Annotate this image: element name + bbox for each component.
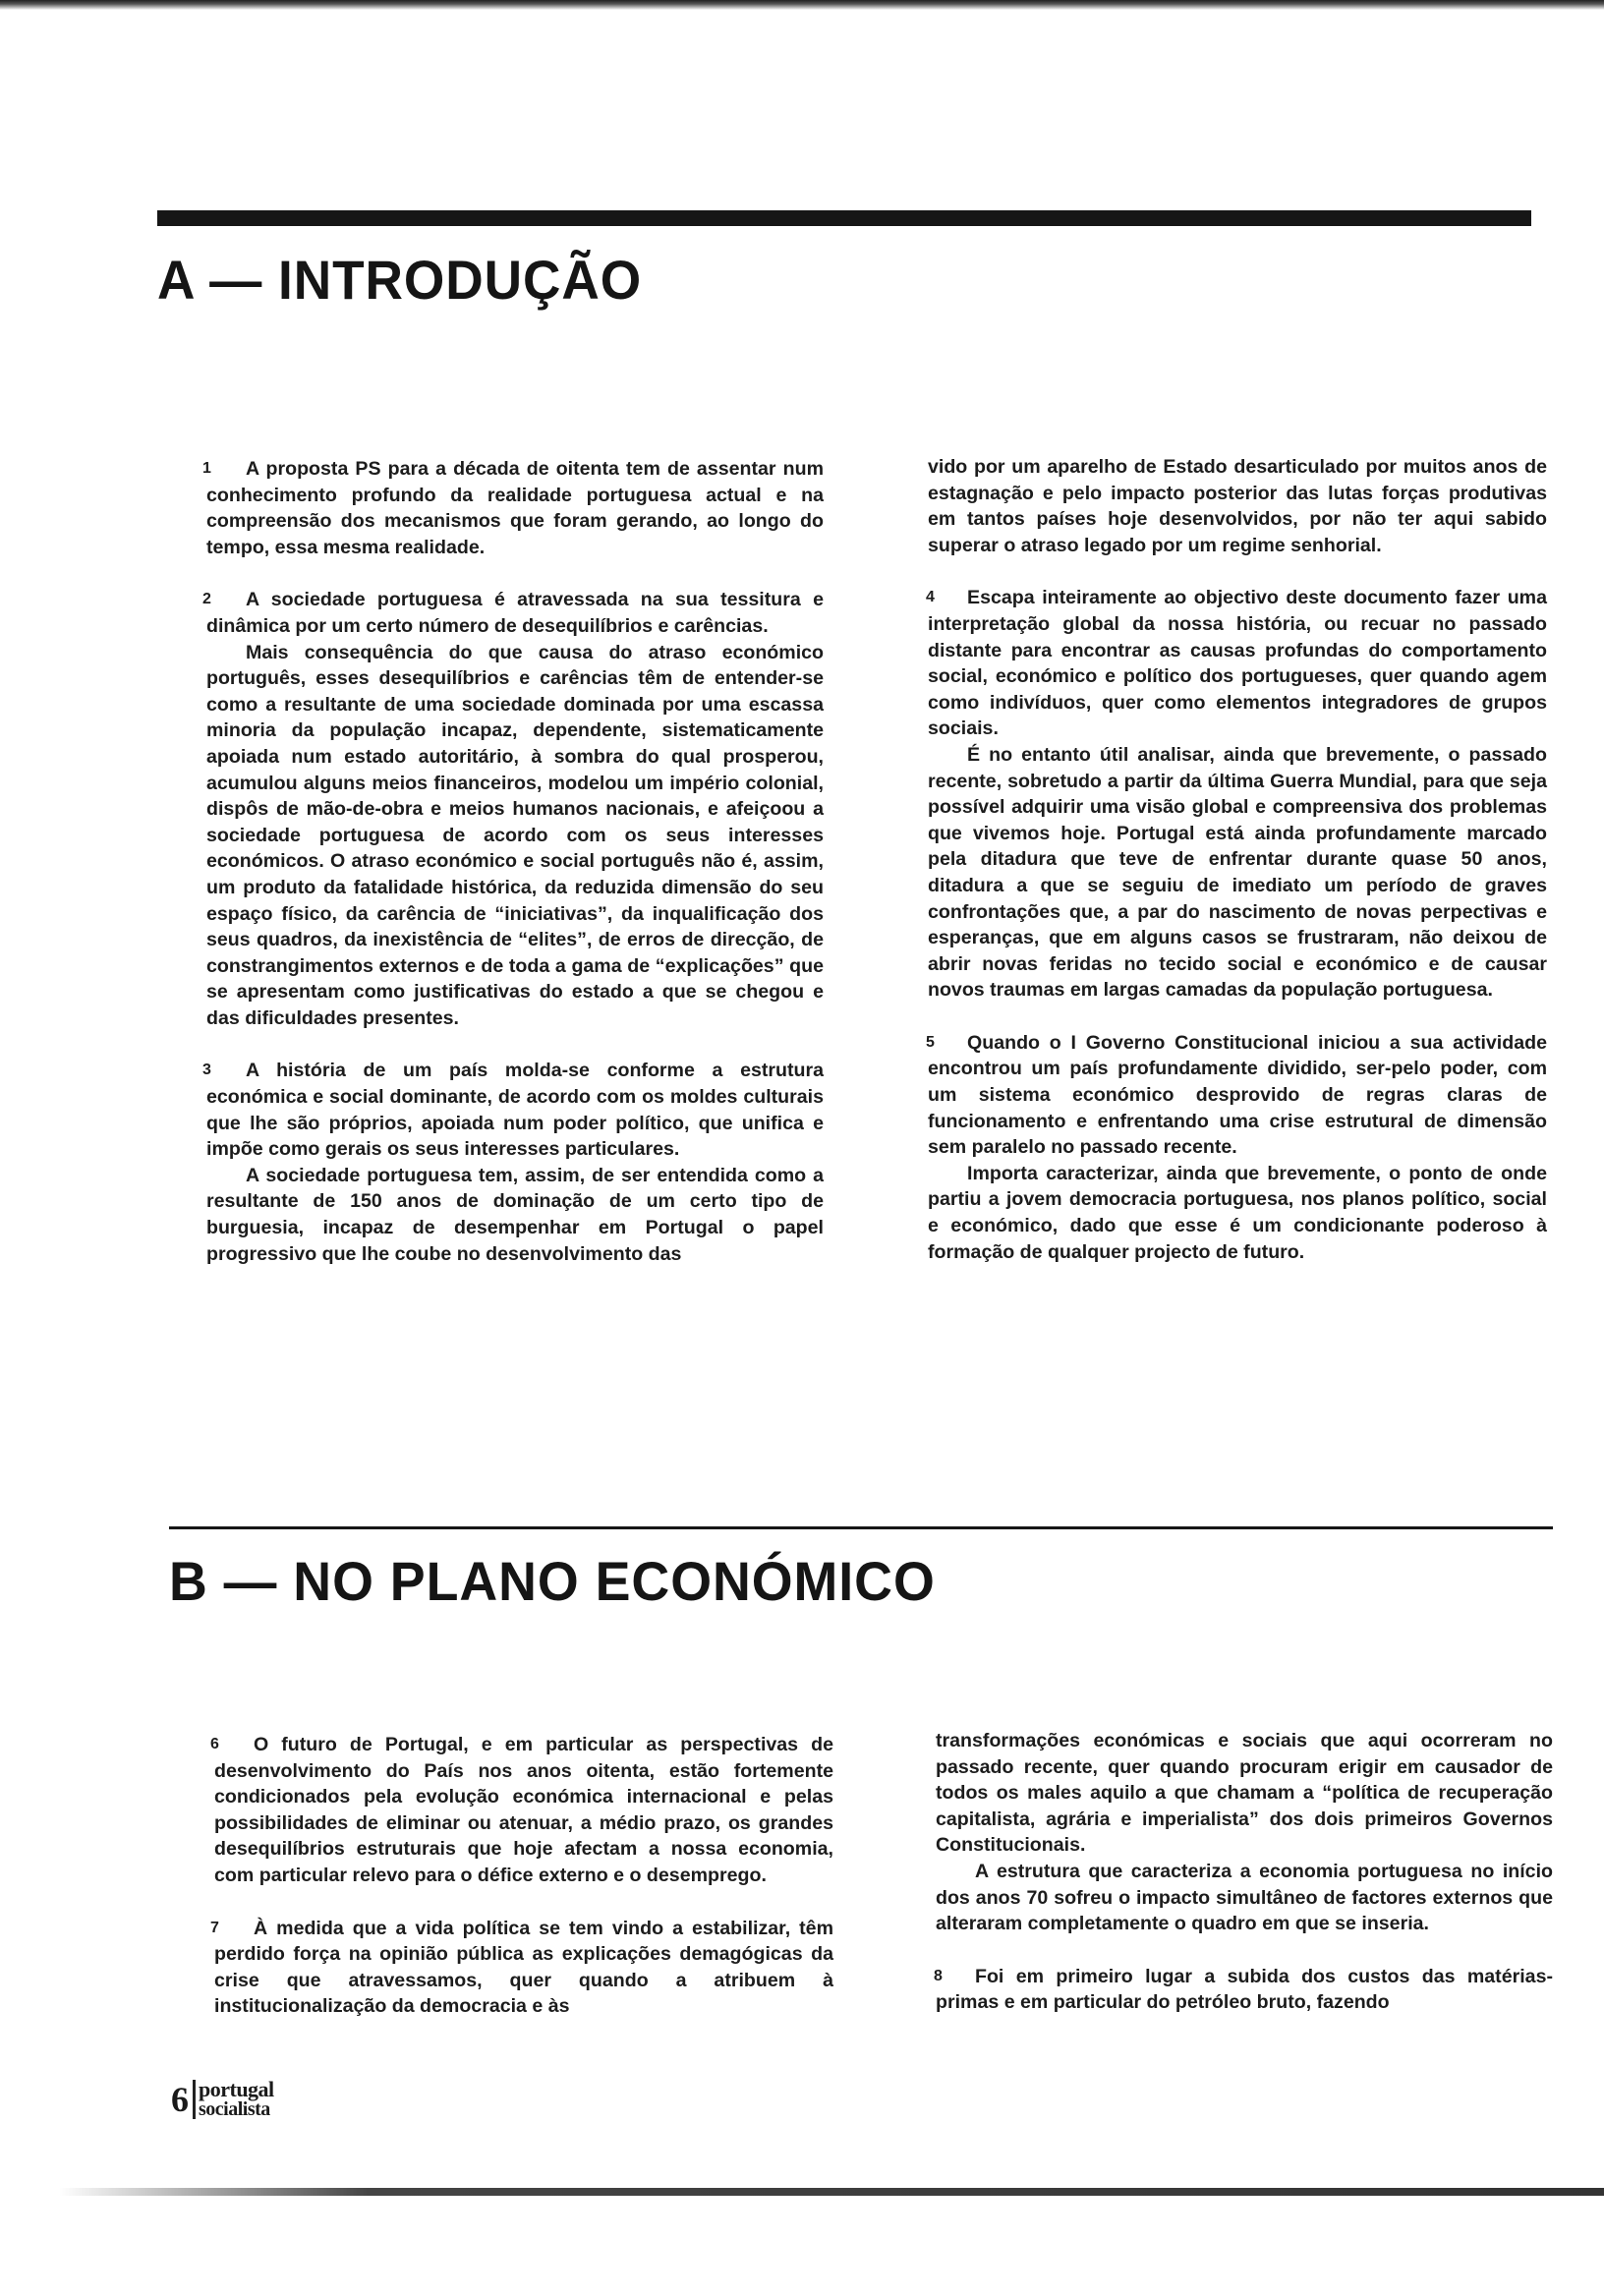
- paragraph: [936, 1859, 1553, 1937]
- paragraph: [936, 1728, 1553, 1859]
- paragraph-gap: [936, 1937, 1553, 1964]
- logo-line-1: portugal: [199, 2077, 274, 2101]
- section-a-column-2: [928, 454, 1547, 1265]
- paragraph-text: Quando o I Governo Constitucional iniciou a sua actividade encontrou um país profundamente dividido, ser-pelo poder, com um sistema económico desprovido de regras claras de funcionamento e enfrentando uma crise estrutural de dimensão sem paralelo no passado recente.: [928, 1031, 1547, 1159]
- paragraph-number: 3: [202, 1062, 211, 1079]
- logo-line-2: socialista: [199, 2098, 270, 2120]
- page-number: 6: [171, 2080, 189, 2119]
- section-a-rule: [157, 210, 1531, 226]
- paragraph-text: A sociedade portuguesa é atravessada na sua tessitura e dinâmica por um certo número de desequilíbrios e carências.: [206, 589, 824, 637]
- paragraph-gap: [206, 1031, 824, 1058]
- paragraph-text: O futuro de Portugal, e em particular as perspectivas de desenvolvimento do País nos anos oitenta, estão fortemente condicionados pela evolução económica internacional e pelas possibilidades de eliminar ou atenuar, a médio prazo, os grandes desequilíbrios estruturais que hoje afectam a nossa economia, com particular relevo para o défice externo e o desemprego.: [214, 1734, 833, 1886]
- paragraph: [210, 1732, 833, 1889]
- paragraph: [928, 742, 1547, 1004]
- scan-bottom-edge: [59, 2188, 1604, 2196]
- paragraph-text: A proposta PS para a década de oitenta tem de assentar num conhecimento profundo da realidade portuguesa actual e na compreensão dos mecanismos que foram gerando, ao longo do tempo, essa mesma realidade.: [206, 458, 824, 558]
- paragraph-number: 2: [202, 591, 211, 608]
- page-footer: [171, 2077, 274, 2135]
- paragraph-number: 4: [926, 589, 935, 606]
- paragraph: [936, 1964, 1553, 2016]
- paragraph: [928, 1030, 1547, 1161]
- paragraph-text: Mais consequência do que causa do atraso económico português, esses desequilíbrios e carências têm de entender-se como a resultante de uma sociedade dominada por uma escassa minoria da população incapaz, dependente, sistematicamente apoiada num estado autoritário, à sombra do qual prosperou, acumulou alguns meios financeiros, modelou um império colonial, dispôs de mão-de-obra e meios humanos nacionais, e afeiçoou a sociedade portuguesa de acordo com os seus interesses económicos. O atraso económico e social português não é, assim, um produto da fatalidade histórica, da reduzida dimensão do seu espaço físico, da carência de “iniciativas”, da inqualificação dos seus quadros, da inexistência de “elites”, de erros de direcção, de constrangimentos externos e de toda a gama de “explicações” que se apresentam como justificativas do estado a que se chegou e das dificuldades presentes.: [206, 641, 824, 1029]
- paragraph-gap: [928, 1004, 1547, 1030]
- paragraph-number: 7: [210, 1919, 219, 1936]
- scan-top-edge: [0, 0, 1604, 10]
- paragraph-text: Escapa inteiramente ao objectivo deste documento fazer uma interpretação global da nossa história, ou recuar no passado distante para encontrar as causas profundas do comportamento social, económico e político dos portugueses, quer quando agem como indivíduos, quer como elementos integradores de grupos sociais.: [928, 587, 1547, 740]
- paragraph: [202, 1058, 824, 1162]
- section-a-heading: A — INTRODUÇÃO: [157, 249, 643, 311]
- paragraph: [928, 454, 1547, 558]
- paragraph-gap: [214, 1889, 833, 1916]
- paragraph-text: À medida que a vida política se tem vindo a estabilizar, têm perdido força na opinião pública as explicações demagógicas da crise que atravessamos, quer quando a atribuem à institucionalização da democracia e às: [214, 1917, 833, 2018]
- paragraph-number: 6: [210, 1736, 219, 1752]
- paragraph-number: 5: [926, 1033, 935, 1051]
- paragraph-text: A estrutura que caracteriza a economia portuguesa no início dos anos 70 sofreu o impacto simultâneo de factores externos que alteraram completamente o quadro em que se inseria.: [936, 1860, 1553, 1935]
- paragraph-text: Foi em primeiro lugar a subida dos custos das matérias-primas e em particular do petróleo bruto, fazendo: [936, 1965, 1553, 2014]
- section-b-column-1: [210, 1732, 833, 2020]
- paragraph-gap: [928, 558, 1547, 585]
- section-b-column-2: [936, 1728, 1553, 2016]
- paragraph: [206, 1163, 824, 1267]
- paragraph-text: A história de um país molda-se conforme a estrutura económica e social dominante, de acordo com os moldes culturais que lhe são próprios, apoiada num poder político, que unifica e impõe como gerais os seus interesses particulares.: [206, 1060, 824, 1161]
- paragraph: [202, 587, 824, 639]
- paragraph-text: transformações económicas e sociais que aqui ocorreram no passado recente, quer quando procuram erigir em causador de todos os males aquilo a que chamam a “política de recuperação capitalista, agrária e imperialista” dos dois primeiros Governos Constitucionais.: [936, 1730, 1553, 1857]
- paragraph-text: vido por um aparelho de Estado desarticulado por muitos anos de estagnação e pelo impacto posterior das lutas forças produtivas em tantos países hoje desenvolvidos, por não ter aqui sabido superar o atraso legado por um regime senhorial.: [928, 456, 1547, 556]
- section-b-rule: [169, 1526, 1553, 1529]
- paragraph-number: 8: [934, 1967, 943, 1984]
- paragraph-gap: [206, 560, 824, 587]
- paragraph-number: 1: [202, 460, 211, 477]
- publication-logo: [193, 2077, 274, 2120]
- paragraph-text: Importa caracterizar, ainda que brevemente, o ponto de onde partiu a jovem democracia portuguesa, nos planos político, social e económico, dado que esse é um condicionante poderoso à formação de qualquer projecto de futuro.: [928, 1162, 1547, 1263]
- paragraph: [928, 585, 1547, 742]
- section-b-heading: B — NO PLANO ECONÓMICO: [169, 1550, 936, 1612]
- paragraph: [210, 1916, 833, 2020]
- paragraph: [206, 640, 824, 1032]
- paragraph: [928, 1161, 1547, 1265]
- section-a-column-1: [202, 456, 824, 1267]
- paragraph-text: A sociedade portuguesa tem, assim, de ser entendida como a resultante de 150 anos de dominação de um certo tipo de burguesia, incapaz de desempenhar em Portugal o papel progressivo que lhe coube no desenvolvimento das: [206, 1164, 824, 1265]
- paragraph: [202, 456, 824, 560]
- paragraph-text: É no entanto útil analisar, ainda que brevemente, o passado recente, sobretudo a partir da última Guerra Mundial, para que seja possível adquirir uma visão global e compreensiva dos problemas que vivemos hoje. Portugal está ainda profundamente marcado pela ditadura que teve de enfrentar durante quase 50 anos, ditadura a que se seguiu de imediato um período de graves confrontações que, a par do nascimento de novas perpectivas e esperanças, que em alguns casos se frustraram, não deixou de abrir novas feridas no tecido social e económico e de causar novos traumas em largas camadas da população portuguesa.: [928, 743, 1547, 1002]
